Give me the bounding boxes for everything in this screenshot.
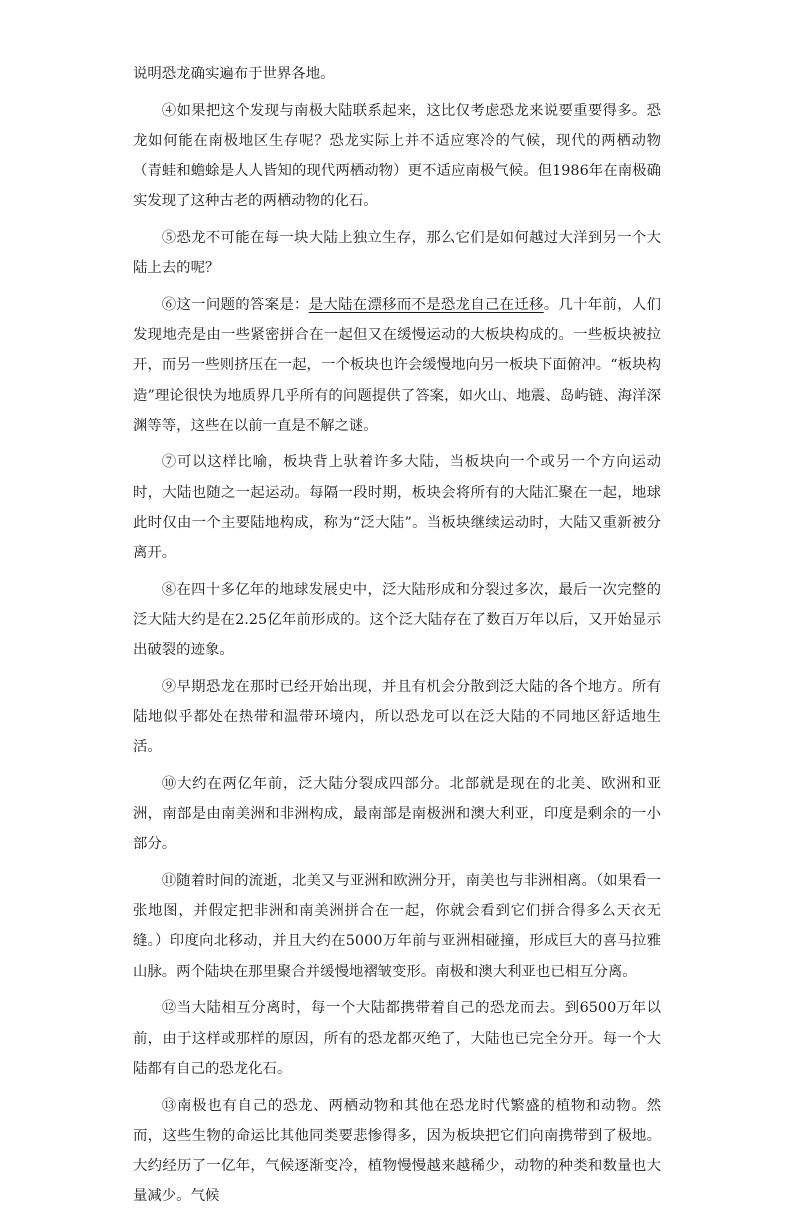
paragraph-7: ⑦可以这样比喻，板块背上驮着许多大陆，当板块向一个或另一个方向运动时，大陆也随之一起运动。每隔一段时期，板块会将所有的大陆汇聚在一起，地球此时仅由一个主要陆地构成，称为“泛大陆”。当板块继续运动时，大陆又重新被分离开。: [133, 454, 661, 562]
underlined-answer-sentence: 是大陆在漂移而不是恐龙自己在迁移: [308, 296, 544, 313]
paragraph-continued: 说明恐龙确实遍布于世界各地。: [133, 66, 335, 82]
paragraph-10: ⑩大约在两亿年前，泛大陆分裂成四部分。北部就是现在的北美、欧洲和亚洲，南部是由南美洲和非洲构成，最南部是南极洲和澳大利亚，印度是剩余的一小部分。: [133, 775, 661, 853]
paragraph-11: ⑪随着时间的流逝，北美又与亚洲和欧洲分开，南美也与非洲相离。（如果看一张地图，并假定把非洲和南美洲拼合在一起，你就会看到它们拼合得多么天衣无缝。）印度向北移动，并且大约在5000万年前与亚洲相碰撞，形成巨大的喜马拉雅山脉。两个陆块在那里聚合并缓慢地褶皱变形。南极和澳大利亚也已相互分离。: [133, 873, 661, 980]
paragraph-6-rest: 。几十年前，人们发现地壳是由一些紧密拼合在一起但又在缓慢运动的大板块构成的。一些板块被拉开，而另一些则挤压在一起，一个板块也许会缓慢地向另一板块下面俯冲。“板块构造”理论很快为地质界几乎所有的问题提供了答案，如火山、地震、岛屿链、海洋深渊等等，这些在以前一直是不解之谜。: [133, 296, 661, 434]
paragraph-9: ⑨早期恐龙在那时已经开始出现，并且有机会分散到泛大陆的各个地方。所有陆地似乎都处在热带和温带环境内，所以恐龙可以在泛大陆的不同地区舒适地生活。: [133, 678, 661, 756]
paragraph-13: ⑬南极也有自己的恐龙、两栖动物和其他在恐龙时代繁盛的植物和动物。然而，这些生物的命运比其他同类要悲惨得多，因为板块把它们向南携带到了极地。大约经历了一亿年，气候逐渐变冷，植物慢慢越来越稀少，动物的种类和数量也大量减少。气候: [133, 1097, 661, 1205]
article-body: [133, 59, 661, 1218]
paragraph-12: ⑫当大陆相互分离时，每一个大陆都携带着自己的恐龙而去。到6500万年以前，由于这样或那样的原因，所有的恐龙都灭绝了，大陆也已完全分开。每一个大陆都有自己的恐龙化石。: [133, 1000, 661, 1077]
paragraph-6: [133, 290, 661, 441]
paragraph-6-lead: ⑥这一问题的答案是：: [161, 296, 309, 313]
paragraph-4: ④如果把这个发现与南极大陆联系起来，这比仅考虑恐龙来说要重要得多。恐龙如何能在南极地区生存呢？恐龙实际上并不适应寒冷的气候，现代的两栖动物（青蛙和蟾蜍是人人皆知的现代两栖动物）更不适应南极气候。但1986年在南极确实发现了这种古老的两栖动物的化石。: [133, 102, 661, 210]
paragraph-8: ⑧在四十多亿年的地球发展史中，泛大陆形成和分裂过多次，最后一次完整的泛大陆大约是在2.25亿年前形成的。这个泛大陆存在了数百万年以后，又开始显示出破裂的迹象。: [133, 581, 661, 659]
paragraph-5: ⑤恐龙不可能在每一块大陆上独立生存，那么它们是如何越过大洋到另一个大陆上去的呢？: [133, 230, 661, 277]
